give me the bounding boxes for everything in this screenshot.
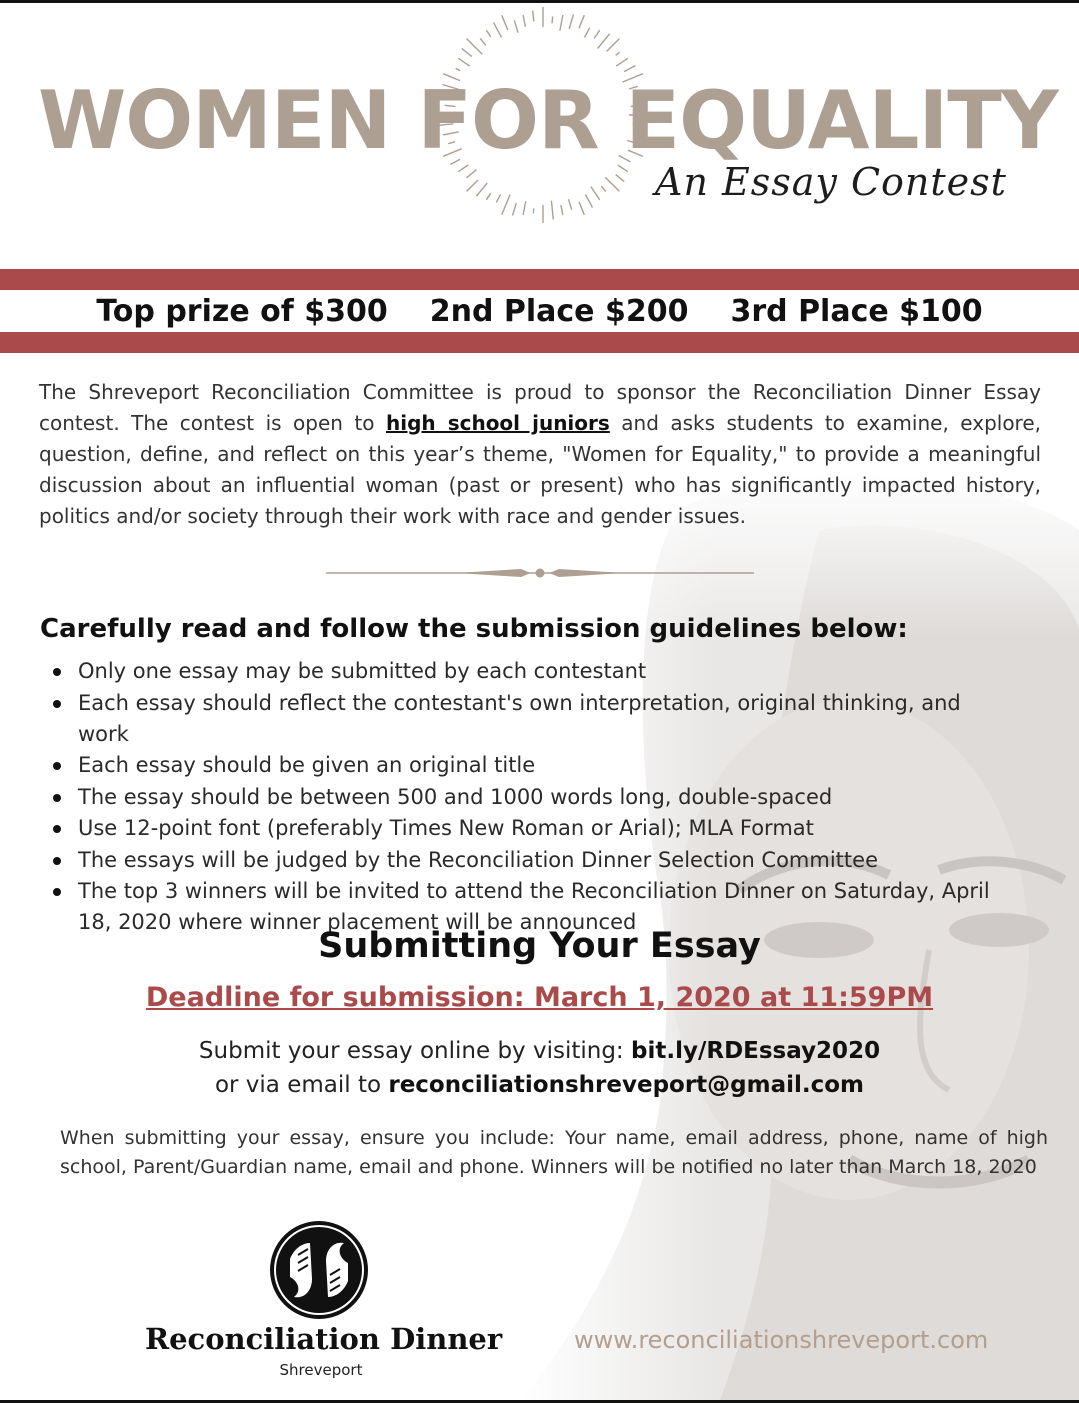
organization-name: Reconciliation Dinner bbox=[145, 1322, 503, 1356]
guideline-item: The essays will be judged by the Reconciliation Dinner Selection Committee bbox=[49, 845, 1009, 876]
ornamental-divider bbox=[326, 562, 754, 584]
guideline-item: The essay should be between 500 and 1000 words long, double-spaced bbox=[49, 782, 1009, 813]
guidelines-list bbox=[49, 656, 1009, 939]
guideline-item: Each essay should be given an original title bbox=[49, 750, 1009, 781]
submission-heading: Submitting Your Essay bbox=[318, 926, 761, 966]
guideline-item: Only one essay may be submitted by each contestant bbox=[49, 656, 1009, 687]
prize-band-bottom bbox=[0, 332, 1079, 353]
intro-text-start: The Shreveport Reconciliation Committee is proud to sponsor the Reconciliation Dinner Essay contest. The contest is open to bbox=[39, 380, 1041, 435]
prize-band-top bbox=[0, 269, 1079, 290]
email-submission-line bbox=[0, 1072, 1079, 1098]
email-prefix: or via email to bbox=[214, 1072, 389, 1098]
guideline-item: The top 3 winners will be invited to attend the Reconciliation Dinner on Saturday, April 18, 2020 where winner placement will be announced bbox=[49, 876, 1009, 938]
intro-text-end: and asks students to examine, explore, question, define, and reflect on this year’s theme, "Women for Equality," to provide a meaningful discussion about an influential woman (past or present) who has significantly impacted history, politics and/or society through their work with race and gender issues. bbox=[39, 411, 1041, 528]
subtitle: An Essay Contest bbox=[655, 160, 1007, 204]
include-note: When submitting your essay, ensure you include: Your name, email address, phone, name of high school, Parent/Guardian name, email and phone. Winners will be notified no later than March 18, 2020 bbox=[60, 1127, 1048, 1178]
reconciliation-hands-logo bbox=[268, 1219, 370, 1321]
guideline-item: Each essay should reflect the contestant's own interpretation, original thinking, and work bbox=[49, 688, 1009, 750]
email-link[interactable]: reconciliationshreveport@gmail.com bbox=[388, 1072, 865, 1098]
organization-city: Shreveport bbox=[279, 1361, 363, 1379]
intro-emphasis: high school juniors bbox=[385, 411, 610, 435]
guideline-item: Use 12-point font (preferably Times New Roman or Arial); MLA Format bbox=[49, 813, 1009, 844]
top-prize: Top prize of $300 bbox=[96, 293, 388, 329]
guidelines-heading: Carefully read and follow the submission guidelines below: bbox=[40, 614, 908, 644]
online-submission-line bbox=[0, 1038, 1079, 1064]
deadline-text: Deadline for submission: March 1, 2020 at 11:59PM bbox=[145, 982, 934, 1013]
second-prize: 2nd Place $200 bbox=[429, 293, 689, 329]
online-prefix: Submit your essay online by visiting: bbox=[198, 1038, 631, 1064]
prize-bar bbox=[0, 290, 1079, 332]
main-title: WOMEN FOR EQUALITY bbox=[38, 74, 1058, 167]
intro-paragraph bbox=[39, 377, 1041, 532]
third-prize: 3rd Place $100 bbox=[730, 293, 983, 329]
online-link[interactable]: bit.ly/RDEssay2020 bbox=[631, 1038, 881, 1064]
website-link[interactable]: www.reconciliationshreveport.com bbox=[574, 1326, 989, 1354]
